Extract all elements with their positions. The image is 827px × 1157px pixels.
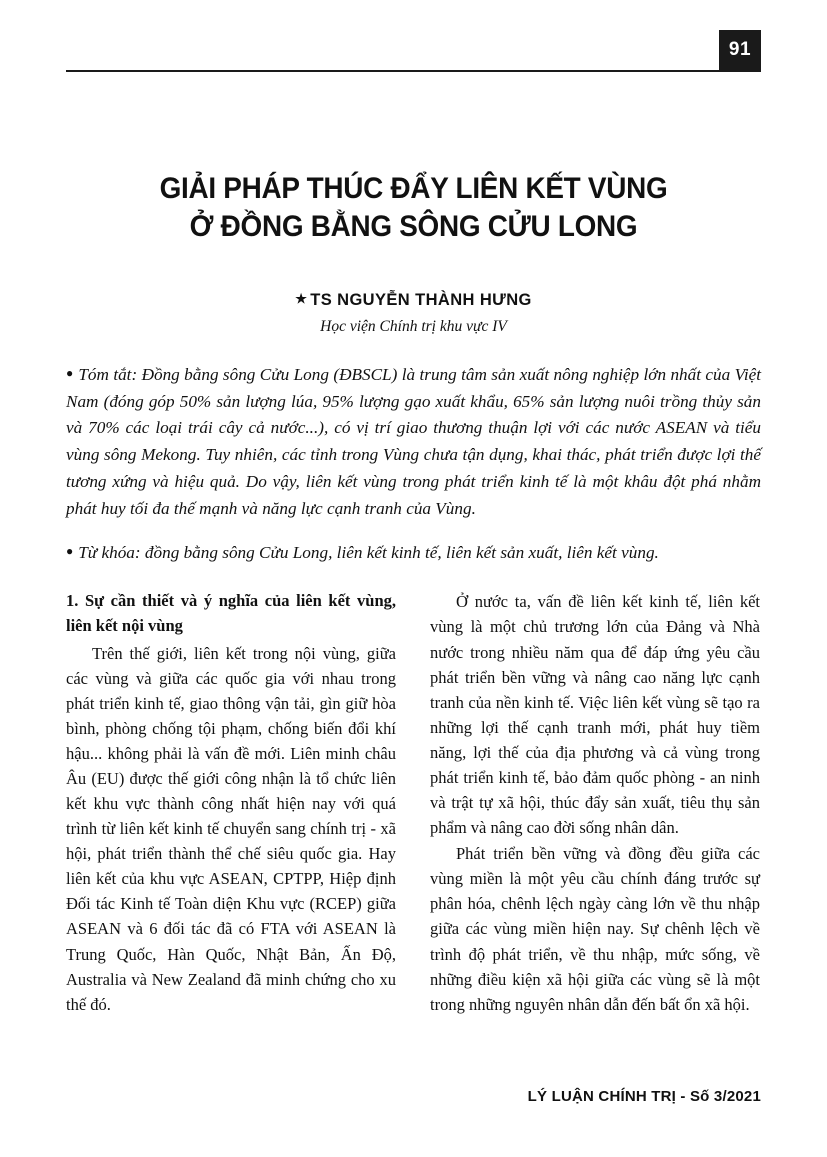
- page-title-line-2: Ở ĐỒNG BẰNG SÔNG CỬU LONG: [189, 210, 638, 244]
- abstract-text: Tóm tắt: Đồng bằng sông Cửu Long (ĐBSCL) là trung tâm sản xuất nông nghiệp lớn nhất của Việt Nam (đóng góp 50% sản lượng lúa, 95% lượng gạo xuất khẩu, 65% sản lượng nuôi trồng thủy sản và 70% các loại trái cây cả nước...), có vị trí giao thương thuận lợi với các nước ASEAN và tiểu vùng sông Mekong. Tuy nhiên, các tỉnh trong Vùng chưa tận dụng, khai thác, phát triển được lợi thế tương xứng và hiệu quả. Do vậy, liên kết vùng trong phát triển kinh tế là một khâu đột phá nhằm phát huy tối đa thế mạnh và năng lực cạnh tranh của Vùng.: [66, 364, 762, 518]
- paragraph: Ở nước ta, vấn đề liên kết kinh tế, liên kết vùng là một chủ trương lớn của Đảng và Nhà nước trong nhiều năm qua để đáp ứng yêu cầu phát triển bền vững và nâng cao năng lực cạnh tranh của nền kinh tế. Việc liên kết vùng sẽ tạo ra những lợi thế cạnh tranh mới, phát huy tiềm năng, lợi thế của địa phương và cả vùng trong phát triển kinh tế, bảo đảm quốc phòng - an ninh và trật tự xã hội, thúc đẩy sản xuất, tiêu thụ sản phẩm và nâng cao đời sống nhân dân.: [430, 592, 760, 838]
- abstract-block: [66, 362, 761, 523]
- page-content: [66, 70, 761, 1017]
- column-left: [66, 588, 396, 1016]
- star-icon: ★: [295, 290, 308, 306]
- author-line: [66, 291, 761, 310]
- keywords-text: Từ khóa: đồng bằng sông Cửu Long, liên kết kinh tế, liên kết sản xuất, liên kết vùng.: [78, 542, 659, 562]
- column-right: [430, 588, 760, 1016]
- section-heading: 1. Sự cần thiết và ý nghĩa của liên kết vùng, liên kết nội vùng: [66, 591, 396, 636]
- page-title-line-1: GIẢI PHÁP THÚC ĐẨY LIÊN KẾT VÙNG: [159, 172, 668, 205]
- paragraph: Trên thế giới, liên kết trong nội vùng, giữa các vùng và giữa các quốc gia với nhau trong phát triển kinh tế, giao thông vận tải, gìn giữ hòa bình, phòng chống tội phạm, chống biến đổi khí hậu... không phải là vấn đề mới. Liên minh châu Âu (EU) được thế giới công nhận là tổ chức liên kết khu vực thành công nhất hiện nay với quá trình từ liên kết kinh tế chuyển sang chính trị - xã hội, phát triển thành thể chế siêu quốc gia. Hay liên kết của khu vực ASEAN, CPTPP, Hiệp định Đối tác Kinh tế Toàn diện Khu vực (RCEP) giữa ASEAN và 6 đối tác đã có FTA với ASEAN là Trung Quốc, Hàn Quốc, Nhật Bản, Ấn Độ, Australia và New Zealand đã minh chứng cho xu thế đó.: [66, 643, 396, 1014]
- body-columns: [66, 588, 761, 1016]
- page-number-badge: 91: [719, 30, 761, 70]
- author-affiliation: Học viện Chính trị khu vực IV: [320, 317, 507, 335]
- author-name: TS NGUYỄN THÀNH HƯNG: [310, 290, 532, 309]
- page-footer: LÝ LUẬN CHÍNH TRỊ - Số 3/2021: [527, 1088, 761, 1105]
- paragraph: Phát triển bền vững và đồng đều giữa các vùng miền là một yêu cầu chính đáng trước sự phân hóa, chênh lệch ngày càng lớn về thu nhập giữa các vùng miền hiện nay. Sự chênh lệch về trình độ phát triển, về thu nhập, mức sống, về những điều kiện xã hội giữa các vùng sẽ là một trong những nguyên nhân dẫn đến bất ổn xã hội.: [430, 844, 760, 1014]
- bullet-icon: ●: [66, 543, 74, 558]
- title-block: [66, 170, 761, 247]
- keywords-block: [66, 540, 761, 567]
- bullet-icon: ●: [66, 365, 74, 380]
